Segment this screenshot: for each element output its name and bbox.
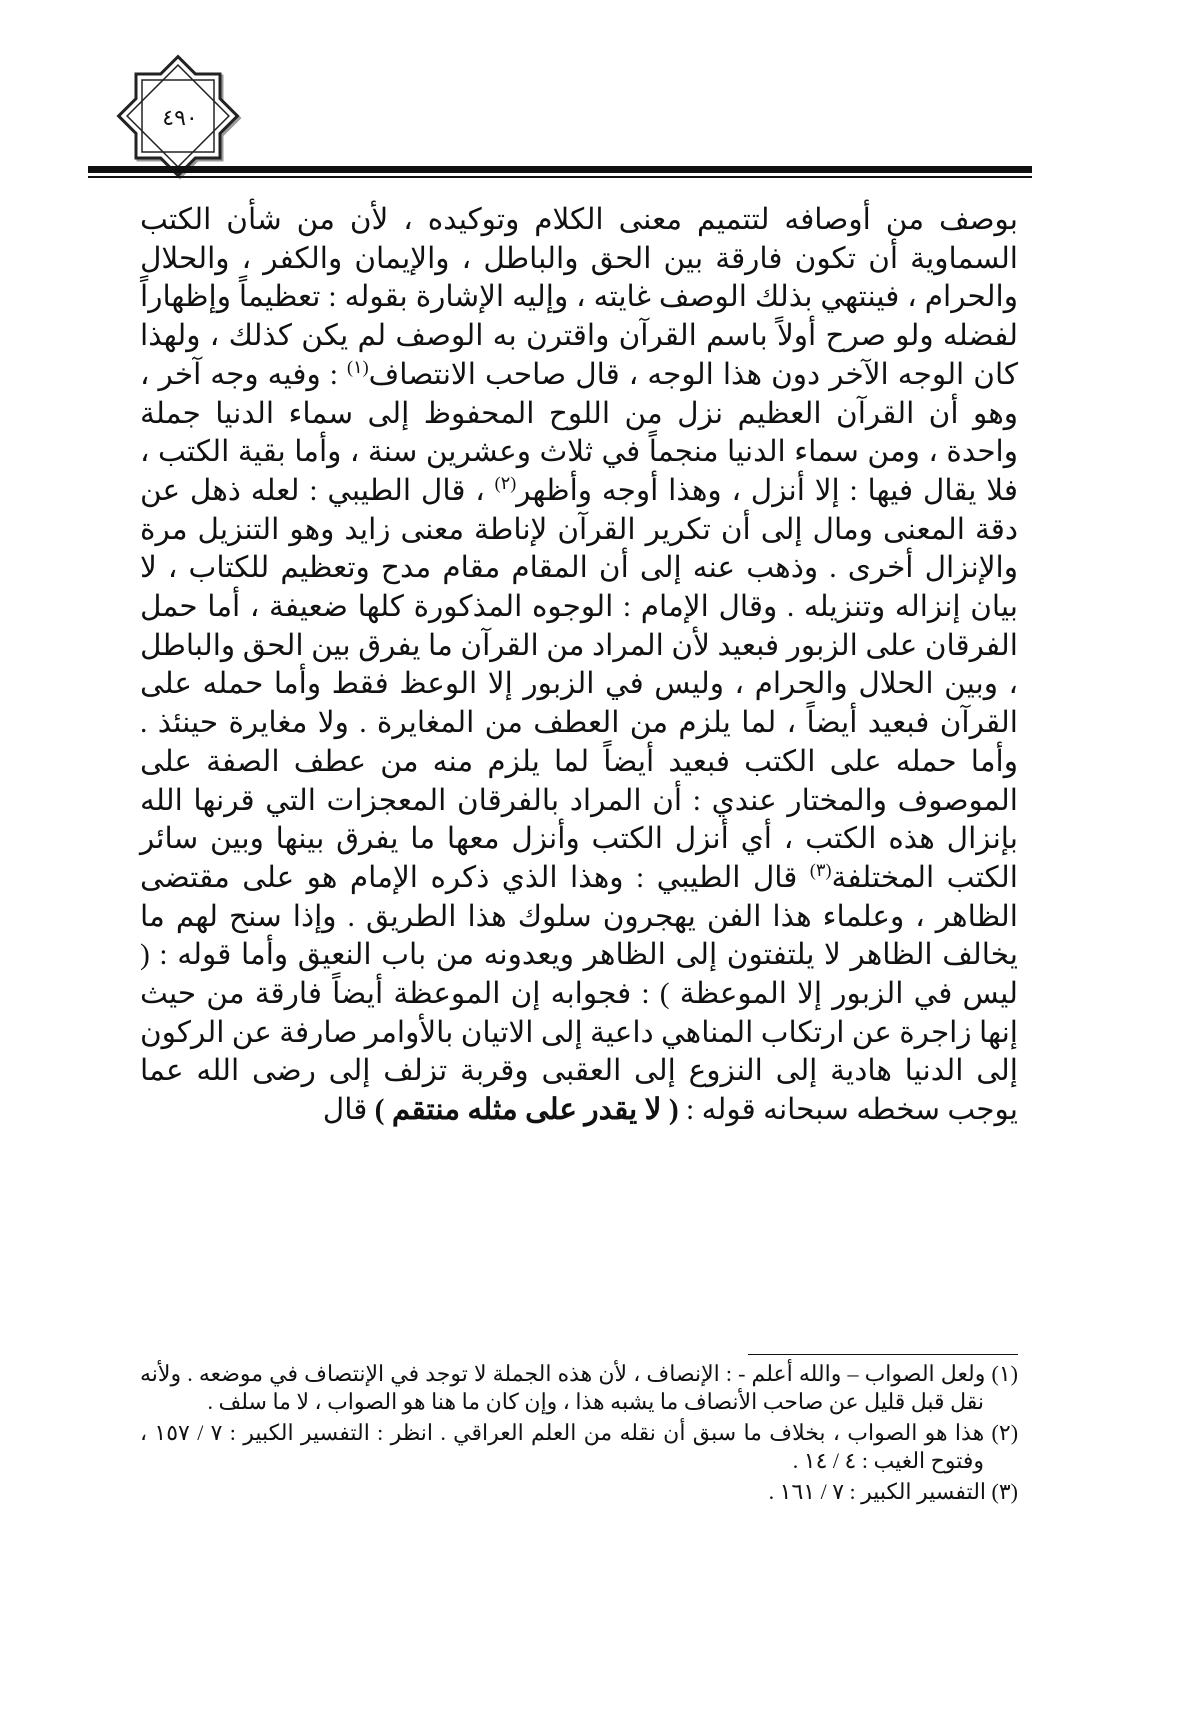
footnote-3	[140, 1478, 1018, 1506]
page-number: ٤٩٠	[162, 105, 198, 131]
text-run: بوصف من أوصافه لتتميم معنى الكلام وتوكيده ، لأن من شأن الكتب السماوية أن تكون فارقة بين الحق والباطل ، والإيمان والكفر ، والحلال والحرام ، فينتهي بذلك الوصف غايته ، وإليه الإشارة بقوله : تعظيماً وإظهاراً لفضله ولو صرح أولاً باسم القرآن واقترن به الوصف لم يكن كذلك ، ولهذا كان الوجه الآخر دون هذا الوجه ، قال صاحب الانتصاف	[140, 204, 1018, 391]
footnote-ref-2[interactable]: (٢)	[494, 473, 517, 494]
header-rule-thin	[88, 176, 1032, 178]
text-run: قال	[322, 1094, 375, 1127]
text-run: قال الطيبي : وهذا الذي ذكره الإمام هو على مقتضى الظاهر ، وعلماء هذا الفن يهجرون سلوك هذا الطريق . وإذا سنح لهم ما يخالف الظاهر لا يلتفتون إلى الظاهر ويعدونه من باب النعيق وأما قوله : ( ليس في الزبور إلا الموعظة ) : فجوابه إن الموعظة أيضاً فارقة من حيث إنها زاجرة عن ارتكاب المناهي داعية إلى الاتيان بالأوامر صارفة عن الركون إلى الدنيا هادية إلى النزوع إلى العقبى وقربة تزلف إلى رضى الله عما يوجب سخطه سبحانه قوله :	[140, 861, 1018, 1127]
quoted-phrase: ( لا يقدر على مثله منتقم )	[374, 1094, 679, 1127]
footnote-2	[140, 1419, 1018, 1474]
footnote-text: هذا هو الصواب ، بخلاف ما سبق أن نقله من العلم العراقي . انظر : التفسير الكبير : ٧ / ١٥٧ ، وفتوح الغيب : ٤ / ١٤ .	[140, 1420, 985, 1473]
footnote-ref-1[interactable]: (١)	[346, 356, 369, 377]
footnote-separator	[748, 1354, 1018, 1355]
footnote-1	[140, 1360, 1018, 1415]
footnote-ref-3[interactable]: (٣)	[809, 860, 832, 881]
footnote-marker: (٣)	[991, 1479, 1018, 1504]
footnote-marker: (١)	[991, 1361, 1018, 1386]
header-rule-thick	[88, 166, 1032, 173]
footnotes	[140, 1358, 1018, 1510]
main-text	[140, 201, 1018, 1130]
text-run: ، قال الطيبي : لعله ذهل عن دقة المعنى ومال إلى أن تكرير القرآن لإناطة معنى زايد وهو التنزيل مرة والإنزال أخرى . وذهب عنه إلى أن المقام مقام مدح وتعظيم للكتاب ، لا بيان إنزاله وتنزيله . وقال الإمام : الوجوه المذكورة كلها ضعيفة ، أما حمل الفرقان على الزبور فبعيد لأن المراد من القرآن ما يفرق بين الحق والباطل ، وبين الحلال والحرام ، وليس في الزبور إلا الوعظ فقط وأما حمله على القرآن فبعيد أيضاً ، لما يلزم من العطف من المغايرة . ولا مغايرة حينئذ . وأما حمله على الكتب فبعيد أيضاً لما يلزم منه من عطف الصفة على الموصوف والمختار عندي : أن المراد بالفرقان المعجزات التي قرنها الله بإنزال هذه الكتب ، أي أنزل الكتب وأنزل معها ما يفرق بينها وبين سائر الكتب المختلفة	[140, 474, 1018, 894]
text-run: : وفيه وجه آخر ، وهو أن القرآن العظيم نزل من اللوح المحفوظ إلى سماء الدنيا جملة واحدة ، ومن سماء الدنيا منجماً في ثلاث وعشرين سنة ، وأما بقية الكتب ، فلا يقال فيها : إلا أنزل ، وهذا أوجه وأظهر	[140, 358, 1018, 507]
main-paragraph	[140, 201, 1018, 1130]
footnote-marker: (٢)	[991, 1420, 1019, 1445]
footnote-text: ولعل الصواب – والله أعلم - : الإنصاف ، لأن هذه الجملة لا توجد في الإنتصاف في موضعه . ولأنه نقل قبل قليل عن صاحب الأنصاف ما يشبه هذا ، وإن كان ما هنا هو الصواب ، لا ما سلف .	[140, 1361, 986, 1414]
footnote-text: التفسير الكبير : ٧ / ١٦١ .	[768, 1479, 987, 1504]
